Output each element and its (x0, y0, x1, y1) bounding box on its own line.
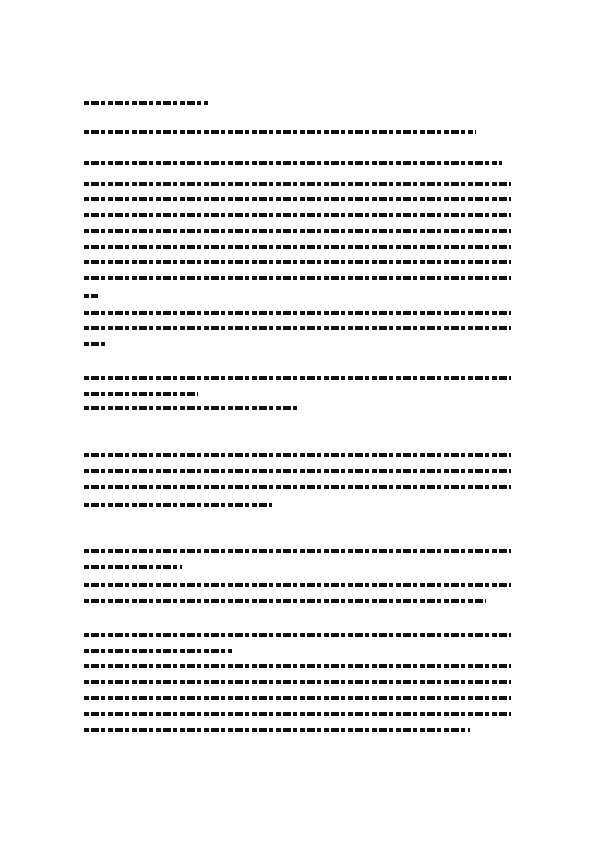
text-line (84, 503, 272, 507)
text-line (84, 229, 511, 233)
text-line (84, 696, 511, 700)
text-line (84, 406, 300, 410)
text-line (84, 294, 98, 298)
text-line (84, 485, 511, 489)
text-line (84, 664, 511, 668)
text-line (84, 583, 511, 587)
text-line (84, 633, 511, 637)
text-line (84, 565, 182, 569)
text-line (84, 311, 511, 315)
text-line (84, 599, 486, 603)
text-line (84, 245, 511, 249)
text-line (84, 649, 232, 653)
text-line (84, 453, 511, 457)
text-line (84, 392, 198, 396)
text-line (84, 469, 511, 473)
text-line (84, 326, 511, 330)
text-line (84, 276, 511, 280)
text-line (84, 728, 470, 732)
document-subtitle-line (84, 130, 476, 134)
text-line (84, 260, 511, 264)
text-line (84, 376, 511, 380)
text-line (84, 161, 502, 165)
text-line (84, 213, 511, 217)
text-line (84, 182, 511, 186)
text-line (84, 680, 511, 684)
text-line (84, 712, 511, 716)
text-line (84, 197, 511, 201)
document-title-line (84, 101, 208, 105)
text-line (84, 549, 511, 553)
text-line (84, 342, 106, 346)
